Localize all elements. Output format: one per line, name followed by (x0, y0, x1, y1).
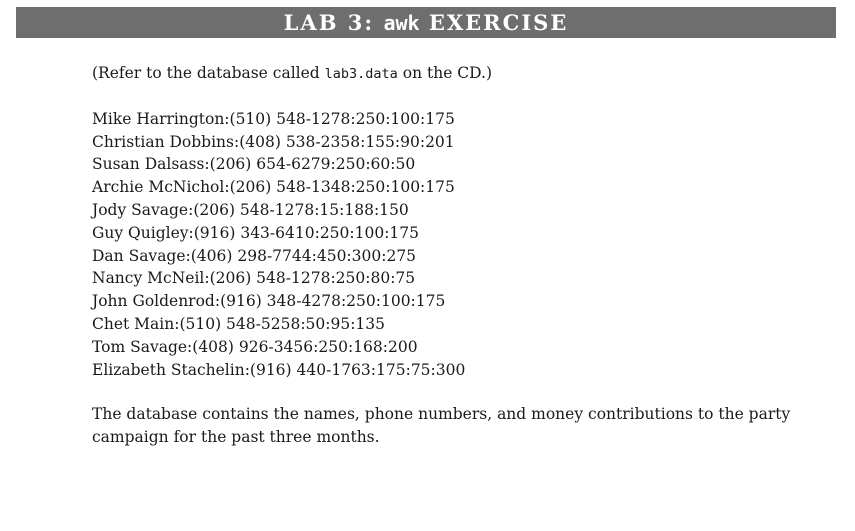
database-record: Jody Savage:(206) 548-1278:15:188:150 (92, 200, 409, 219)
database-record: Susan Dalsass:(206) 654-6279:250:60:50 (92, 155, 416, 174)
description-line: The database contains the names, phone numbers, and money contributions to the party (92, 405, 791, 424)
database-record: Christian Dobbins:(408) 538-2358:155:90:201 (92, 132, 455, 151)
database-record: Chet Main:(510) 548-5258:50:95:135 (92, 314, 386, 333)
database-description (92, 403, 812, 449)
database-record: John Goldenrod:(916) 348-4278:250:100:175 (92, 292, 446, 311)
reference-note (92, 62, 812, 86)
database-record: Nancy McNeil:(206) 548-1278:250:80:75 (92, 269, 416, 288)
lab-title (284, 10, 569, 35)
database-record: Dan Savage:(406) 298-7744:450:300:275 (92, 246, 417, 265)
reference-note-before: (Refer to the database called (92, 64, 325, 82)
lab-title-prefix: LAB 3: (283, 10, 384, 35)
database-records (92, 108, 812, 382)
lab-title-command: awk (383, 11, 420, 35)
lab-body (92, 62, 812, 449)
reference-filename: lab3.data (324, 66, 398, 82)
lab-title-suffix: EXERCISE (419, 10, 569, 35)
database-record: Mike Harrington:(510) 548-1278:250:100:175 (92, 109, 455, 128)
reference-note-after: on the CD.) (397, 64, 493, 82)
database-record: Archie McNichol:(206) 548-1348:250:100:175 (92, 178, 455, 197)
database-record: Guy Quigley:(916) 343-6410:250:100:175 (92, 223, 420, 242)
database-record: Tom Savage:(408) 926-3456:250:168:200 (92, 337, 418, 356)
lab-header-bar (16, 7, 836, 38)
description-line: campaign for the past three months. (92, 428, 380, 447)
database-record: Elizabeth Stachelin:(916) 440-1763:175:75:300 (92, 360, 466, 379)
